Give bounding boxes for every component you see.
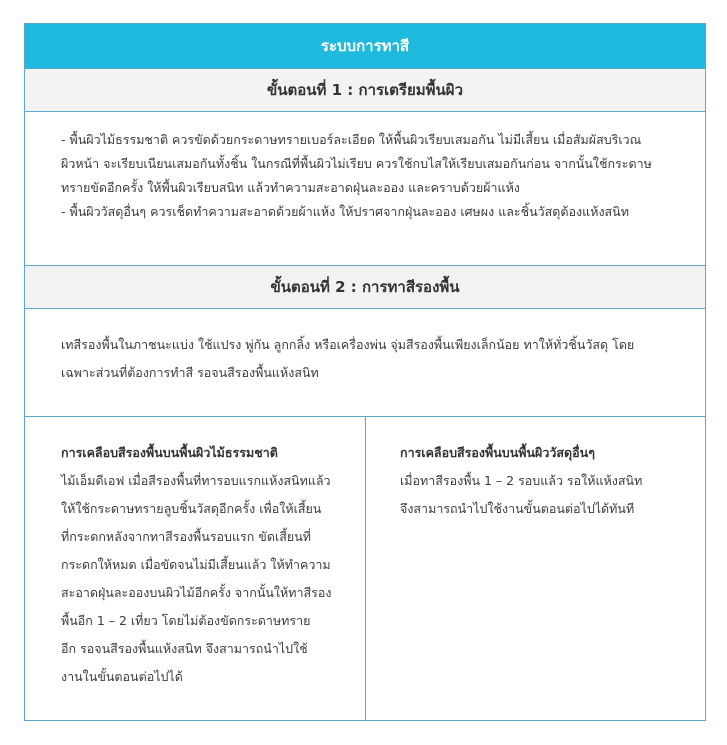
step2-line: เทสีรองพื้นในภาชนะแบ่ง ใช้แปรง พู่กัน ลูกกลิ้ง หรือเครื่องพ่น จุ่มสีรองพื้นเพียงเล็กน้อย ทาให้ทั่วชิ้นวัสดุ โดย <box>61 337 635 352</box>
natural-wood-line: สะอาดฝุ่นละอองบนผิวไม้อีกครั้ง จากนั้นให้ทาสีรอง <box>61 585 332 600</box>
step1-line: ทรายขัดอีกครั้ง ให้พื้นผิวเรียบสนิท แล้วทำความสะอาดฝุ่นละออง และคราบด้วยผ้าแห้ง <box>61 180 520 195</box>
paint-system-table <box>24 23 706 721</box>
natural-wood-line: พื้นอีก 1 – 2 เที่ยว โดยไม่ต้องขัดกระดาษทราย <box>61 613 311 628</box>
step2-line: เฉพาะส่วนที่ต้องการทำสี รอจนสีรองพื้นแห้งสนิท <box>61 365 319 380</box>
step2-body <box>25 309 705 417</box>
coating-columns <box>25 417 705 721</box>
natural-wood-line: กระดกให้หมด เมื่อขัดจนไม่มีเสี้ยนแล้ว ให้ทำความ <box>61 557 331 572</box>
step2-title: ขั้นตอนที่ 2 : การทาสีรองพื้น <box>25 266 705 309</box>
natural-wood-column <box>25 417 366 721</box>
natural-wood-line: ที่กระดกหลังจากทาสีรองพื้นรอบแรก ขัดเสี้ยนที่ <box>61 529 311 544</box>
natural-wood-line: ไม้เอ็มดีเอฟ เมื่อสีรองพื้นที่ทารอบแรกแห้งสนิทแล้ว <box>61 473 331 488</box>
other-materials-column <box>366 417 705 721</box>
step1-body <box>25 112 705 266</box>
step1-line: - พื้นผิวไม้ธรรมชาติ ควรขัดด้วยกระดาษทรายเบอร์ละเอียด ให้พื้นผิวเรียบเสมอกัน ไม่มีเสี้ยน เมื่อสัมผัสบริเวณ <box>61 132 642 147</box>
table-title: ระบบการทาสี <box>25 24 705 69</box>
natural-wood-line: งานในขั้นตอนต่อไปได้ <box>61 669 183 684</box>
step1-line: - พื้นผิววัสดุอื่นๆ ควรเช็ดทำความสะอาดด้วยผ้าแห้ง ให้ปราศจากฝุ่นละออง เศษผง และชิ้นวัสดุต้องแห้งสนิท <box>61 204 629 219</box>
other-materials-line: เมื่อทาสีรองพื้น 1 – 2 รอบแล้ว รอให้แห้งสนิท <box>400 473 643 488</box>
other-materials-line: จึงสามารถนำไปใช้งานขั้นตอนต่อไปได้ทันที <box>400 501 635 516</box>
other-materials-title: การเคลือบสีรองพื้นบนพื้นผิววัสดุอื่นๆ <box>400 445 595 460</box>
step1-line: ผิวหน้า จะเรียบเนียนเสมอกันทั้งชิ้น ในกรณีที่พื้นผิวไม่เรียบ ควรใช้กบไสให้เรียบเสมอกันก่อน จากนั้นใช้กระดาษ <box>61 156 652 171</box>
natural-wood-line: อีก รอจนสีรองพื้นแห้งสนิท จึงสามารถนำไปใช้ <box>61 641 308 656</box>
natural-wood-title: การเคลือบสีรองพื้นบนพื้นผิวไม้ธรรมชาติ <box>61 445 278 460</box>
step1-title: ขั้นตอนที่ 1 : การเตรียมพื้นผิว <box>25 69 705 112</box>
natural-wood-line: ให้ใช้กระดาษทรายลูบชิ้นวัสดุอีกครั้ง เพื่อให้เสี้ยน <box>61 501 322 516</box>
